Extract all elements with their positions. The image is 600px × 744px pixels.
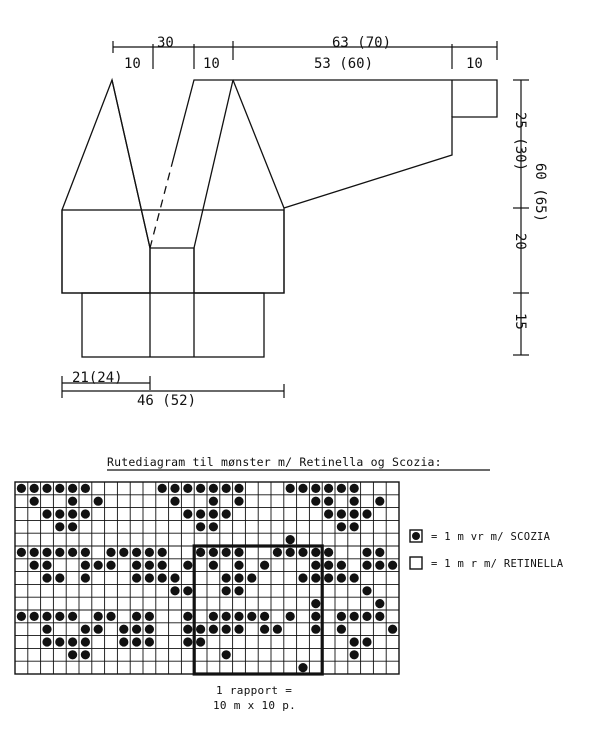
- filled-stitch: [337, 522, 346, 531]
- filled-stitch: [311, 612, 320, 621]
- legend-filled-label: = 1 m vr m/ SCOZIA: [431, 531, 551, 543]
- dim-label-20: 20: [512, 233, 528, 250]
- filled-stitch: [183, 484, 192, 493]
- filled-stitch: [119, 548, 128, 557]
- filled-stitch: [362, 586, 371, 595]
- filled-stitch: [311, 625, 320, 634]
- filled-stitch: [30, 612, 39, 621]
- filled-stitch: [145, 561, 154, 570]
- filled-stitch: [17, 548, 26, 557]
- filled-stitch: [362, 561, 371, 570]
- filled-stitch: [222, 484, 231, 493]
- filled-stitch: [68, 650, 77, 659]
- filled-stitch: [196, 484, 205, 493]
- filled-stitch: [55, 573, 64, 582]
- filled-stitch: [132, 561, 141, 570]
- filled-stitch: [170, 484, 179, 493]
- filled-stitch: [119, 637, 128, 646]
- filled-stitch: [375, 599, 384, 608]
- filled-stitch: [158, 548, 167, 557]
- filled-stitch: [234, 612, 243, 621]
- filled-stitch: [234, 497, 243, 506]
- filled-stitch: [222, 625, 231, 634]
- filled-stitch: [55, 509, 64, 518]
- filled-stitch: [30, 497, 39, 506]
- filled-stitch: [94, 561, 103, 570]
- filled-stitch: [337, 509, 346, 518]
- filled-stitch: [183, 612, 192, 621]
- filled-stitch: [81, 484, 90, 493]
- right-front-outline: [150, 80, 284, 293]
- filled-stitch: [222, 573, 231, 582]
- filled-stitch: [273, 548, 282, 557]
- filled-stitch: [209, 625, 218, 634]
- filled-stitch: [145, 625, 154, 634]
- filled-stitch: [362, 509, 371, 518]
- filled-stitch: [68, 484, 77, 493]
- dim-label-10-mid: 10: [203, 56, 220, 72]
- filled-stitch: [324, 509, 333, 518]
- filled-stitch: [42, 561, 51, 570]
- filled-stitch: [324, 484, 333, 493]
- filled-stitch: [55, 522, 64, 531]
- filled-stitch: [30, 561, 39, 570]
- filled-stitch: [375, 548, 384, 557]
- filled-stitch: [94, 625, 103, 634]
- filled-stitch: [222, 612, 231, 621]
- filled-stitch: [375, 561, 384, 570]
- filled-stitch: [94, 497, 103, 506]
- filled-stitch: [183, 625, 192, 634]
- filled-stitch: [106, 612, 115, 621]
- filled-stitch: [42, 625, 51, 634]
- filled-stitch: [337, 484, 346, 493]
- filled-stitch: [247, 573, 256, 582]
- neckline-dashed: [150, 164, 172, 248]
- filled-stitch: [81, 561, 90, 570]
- filled-stitch: [183, 586, 192, 595]
- dim-label-60: 60 (65): [532, 163, 548, 223]
- filled-stitch: [286, 484, 295, 493]
- filled-stitch: [337, 612, 346, 621]
- filled-stitch: [311, 599, 320, 608]
- filled-stitch: [119, 625, 128, 634]
- filled-stitch: [209, 561, 218, 570]
- filled-stitch: [42, 484, 51, 493]
- filled-stitch: [68, 637, 77, 646]
- filled-stitch: [234, 625, 243, 634]
- filled-stitch: [337, 625, 346, 634]
- filled-stitch: [234, 586, 243, 595]
- filled-stitch: [362, 548, 371, 557]
- filled-stitch: [260, 561, 269, 570]
- filled-stitch: [350, 650, 359, 659]
- filled-stitch: [94, 612, 103, 621]
- filled-stitch: [350, 497, 359, 506]
- filled-stitch: [30, 484, 39, 493]
- filled-stitch: [298, 548, 307, 557]
- filled-stitch: [132, 625, 141, 634]
- right-front-inner-edge: [194, 80, 233, 248]
- filled-stitch: [68, 497, 77, 506]
- filled-stitch: [81, 548, 90, 557]
- filled-stitch: [350, 637, 359, 646]
- filled-stitch: [311, 497, 320, 506]
- filled-stitch: [350, 612, 359, 621]
- filled-stitch: [209, 522, 218, 531]
- filled-stitch: [350, 509, 359, 518]
- filled-stitch: [183, 561, 192, 570]
- legend-empty-label: = 1 m r m/ RETINELLA: [431, 558, 564, 570]
- filled-stitch: [234, 561, 243, 570]
- filled-stitch: [196, 548, 205, 557]
- filled-stitch: [260, 625, 269, 634]
- filled-stitch: [375, 612, 384, 621]
- filled-stitch: [362, 612, 371, 621]
- filled-stitch: [311, 573, 320, 582]
- dim-label-46: 46 (52): [137, 393, 197, 409]
- filled-stitch: [311, 548, 320, 557]
- filled-stitch: [350, 522, 359, 531]
- filled-stitch: [247, 612, 256, 621]
- filled-stitch: [209, 484, 218, 493]
- filled-stitch: [286, 535, 295, 544]
- filled-stitch: [196, 522, 205, 531]
- filled-stitch: [260, 612, 269, 621]
- filled-stitch: [375, 497, 384, 506]
- filled-stitch: [196, 637, 205, 646]
- filled-stitch: [17, 484, 26, 493]
- filled-stitch: [145, 637, 154, 646]
- filled-stitch: [298, 573, 307, 582]
- filled-stitch: [106, 548, 115, 557]
- filled-stitch: [170, 497, 179, 506]
- filled-stitch: [55, 612, 64, 621]
- filled-stitch: [81, 509, 90, 518]
- garment-schematic: [62, 35, 548, 409]
- filled-stitch: [298, 484, 307, 493]
- dim-label-53: 53 (60): [314, 56, 374, 72]
- filled-stitch: [68, 612, 77, 621]
- filled-stitch: [145, 548, 154, 557]
- filled-stitch: [55, 637, 64, 646]
- filled-stitch: [158, 573, 167, 582]
- filled-stitch: [132, 637, 141, 646]
- legend-empty-square: [410, 557, 422, 569]
- filled-stitch: [311, 484, 320, 493]
- filled-stitch: [170, 573, 179, 582]
- left-front-outline: [62, 80, 150, 293]
- filled-stitch: [68, 548, 77, 557]
- dim-label-30: 30: [157, 35, 174, 51]
- filled-stitch: [196, 509, 205, 518]
- filled-stitch: [17, 612, 26, 621]
- filled-stitch: [132, 548, 141, 557]
- filled-stitch: [55, 548, 64, 557]
- filled-stitch: [183, 637, 192, 646]
- legend: [410, 530, 564, 570]
- filled-stitch: [222, 548, 231, 557]
- filled-stitch: [311, 561, 320, 570]
- filled-stitch: [145, 573, 154, 582]
- body-lower-section: [62, 210, 284, 293]
- dim-label-63: 63 (70): [332, 35, 392, 51]
- filled-stitch: [388, 625, 397, 634]
- filled-stitch: [324, 561, 333, 570]
- filled-stitch: [132, 573, 141, 582]
- repeat-caption-line-1: 1 rapport =: [216, 684, 293, 697]
- filled-stitch: [209, 548, 218, 557]
- filled-stitch: [388, 561, 397, 570]
- filled-stitch: [81, 650, 90, 659]
- filled-stitch: [209, 612, 218, 621]
- filled-stitch: [81, 573, 90, 582]
- filled-stitch: [42, 637, 51, 646]
- filled-stitch: [42, 509, 51, 518]
- filled-stitch: [324, 497, 333, 506]
- filled-stitch: [222, 650, 231, 659]
- filled-stitch: [298, 663, 307, 672]
- repeat-caption-line-2: 10 m x 10 p.: [213, 699, 297, 712]
- dim-label-10-left: 10: [124, 56, 141, 72]
- filled-stitch: [42, 548, 51, 557]
- filled-stitch: [286, 612, 295, 621]
- filled-stitch: [68, 522, 77, 531]
- filled-stitch: [234, 573, 243, 582]
- dim-label-21: 21(24): [72, 370, 123, 386]
- filled-stitch: [209, 509, 218, 518]
- filled-stitch: [42, 573, 51, 582]
- filled-stitch: [209, 497, 218, 506]
- dim-label-10-right: 10: [466, 56, 483, 72]
- filled-stitch: [337, 573, 346, 582]
- filled-stitch: [30, 548, 39, 557]
- filled-stitch: [362, 637, 371, 646]
- filled-stitch: [324, 548, 333, 557]
- filled-stitch: [273, 625, 282, 634]
- legend-filled-dot: [412, 532, 420, 540]
- filled-stitch: [337, 561, 346, 570]
- filled-stitch: [170, 586, 179, 595]
- dim-label-25: 25 (30): [512, 112, 528, 172]
- filled-stitch: [350, 573, 359, 582]
- filled-stitch: [222, 586, 231, 595]
- left-front-edge: [112, 80, 150, 248]
- chart-title: Rutediagram til mønster m/ Retinella og Scozia:: [107, 455, 442, 469]
- filled-stitch: [106, 561, 115, 570]
- filled-stitch: [132, 612, 141, 621]
- dim-label-15: 15: [512, 313, 528, 330]
- filled-stitch: [286, 548, 295, 557]
- filled-stitch: [350, 484, 359, 493]
- filled-stitch: [81, 637, 90, 646]
- filled-stitch: [68, 509, 77, 518]
- sleeve-outline: [233, 80, 497, 208]
- filled-stitch: [222, 509, 231, 518]
- filled-stitch: [145, 612, 154, 621]
- filled-stitch: [55, 484, 64, 493]
- filled-stitch: [234, 484, 243, 493]
- filled-stitch: [158, 561, 167, 570]
- filled-stitch: [234, 548, 243, 557]
- filled-stitch: [81, 625, 90, 634]
- filled-stitch: [196, 625, 205, 634]
- filled-stitch: [42, 612, 51, 621]
- filled-stitch: [158, 484, 167, 493]
- filled-stitch: [324, 573, 333, 582]
- filled-stitch: [183, 509, 192, 518]
- rib-border: [82, 293, 264, 357]
